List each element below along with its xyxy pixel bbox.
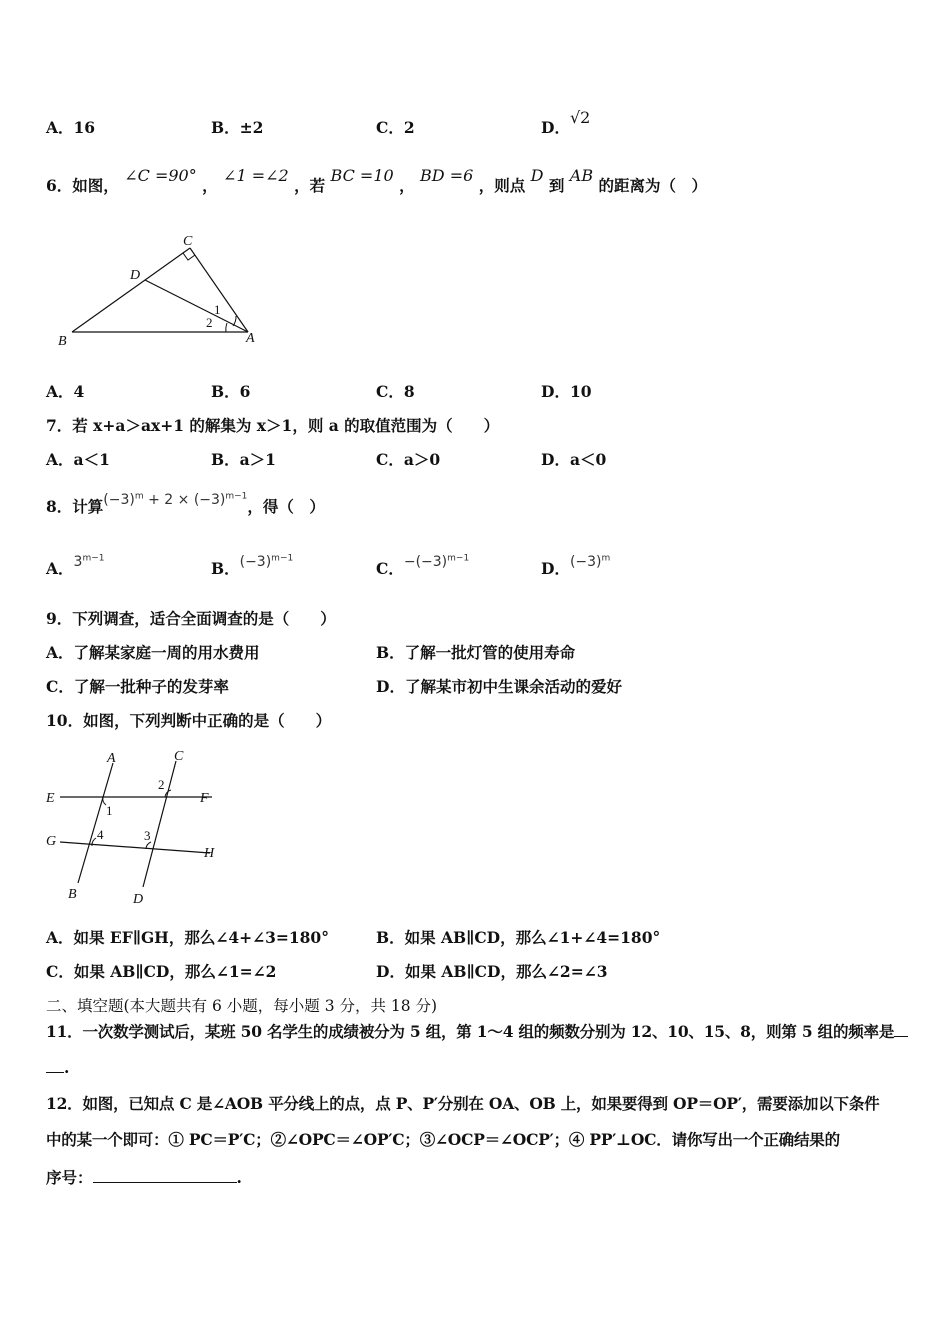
- q10-option-b: B．如果 AB∥CD，那么∠1+∠4=180°: [376, 928, 661, 947]
- q8-option-b: [211, 553, 294, 579]
- q8-option-a-base: 3: [73, 554, 83, 570]
- q6-label-1: 1: [214, 302, 221, 317]
- q9-option-c: C．了解一批种子的发芽率: [46, 677, 229, 696]
- q10-label-b: B: [68, 887, 77, 902]
- q6-label-2: 2: [206, 315, 213, 330]
- section2-title: 二、填空题(本大题共有 6 小题，每小题 3 分，共 18 分): [46, 997, 438, 1015]
- q9-option-b: B．了解一批灯管的使用寿命: [376, 643, 576, 662]
- q8-option-c-base: −(−3): [403, 554, 448, 570]
- q12-line1: 12．如图，已知点 C 是∠AOB 平分线上的点，点 P、P′分别在 OA、OB 上，如果要得到 OP＝OP′，需要添加以下条件: [46, 1094, 880, 1113]
- q6-option-a: A．4: [46, 382, 85, 401]
- q12-line3: [46, 1166, 242, 1188]
- q6-math-bd: BD =6: [420, 166, 474, 185]
- q10-label-4: 4: [97, 827, 104, 842]
- q10-stem: 10．如图，下列判断中正确的是（ ）: [46, 711, 332, 730]
- q6-math-bc: BC =10: [330, 166, 394, 185]
- q8-expr-exp1: m: [134, 491, 144, 502]
- q6-triangle-figure: [50, 228, 270, 353]
- q11-line2: [46, 1058, 69, 1077]
- q6-sep2: ，若: [294, 176, 326, 195]
- q6-stem: [46, 166, 707, 196]
- q6-option-c: C．8: [376, 382, 415, 401]
- q8-option-b-exp: m−1: [271, 553, 294, 564]
- q11-line2-end: .: [64, 1058, 70, 1077]
- q8-option-c-label: C．: [376, 559, 404, 578]
- q6-sep4: ，则点: [478, 176, 526, 195]
- q8-option-d: [541, 553, 611, 579]
- q5-option-b: B．±2: [211, 118, 264, 137]
- q6-sep3: ，: [399, 176, 415, 195]
- q10-label-f: F: [200, 791, 209, 806]
- q7-option-d: D．a＜0: [541, 450, 607, 469]
- q8-option-a-label: A．: [46, 559, 74, 578]
- q8-stem: [46, 491, 325, 517]
- q10-label-2: 2: [158, 777, 165, 792]
- q12-line3-end: .: [236, 1168, 242, 1187]
- q5-option-d-label: D．: [541, 118, 570, 137]
- q8-option-a-exp: m−1: [82, 553, 105, 564]
- q6-sep5: 到: [548, 176, 565, 195]
- q6-label-a: A: [246, 331, 255, 346]
- q8-option-c: [376, 553, 470, 579]
- q6-math-angle-c: ∠C =90°: [124, 166, 197, 185]
- q8-stem-suffix: ，得（ ）: [247, 497, 325, 516]
- q12-line3-prefix: 序号：: [46, 1168, 93, 1187]
- q10-option-c: C．如果 AB∥CD，那么∠1=∠2: [46, 962, 277, 981]
- q10-label-c: C: [174, 749, 184, 764]
- q5-option-c: C．2: [376, 118, 415, 137]
- q10-label-a: A: [107, 751, 116, 766]
- q7-option-a: A．a＜1: [46, 450, 110, 469]
- q10-option-a: A．如果 EF∥GH，那么∠4+∠3=180°: [46, 928, 329, 947]
- q8-option-d-label: D．: [541, 559, 570, 578]
- q12-answer-blank: [93, 1181, 237, 1183]
- q7-stem: 7．若 x+a＞ax+1 的解集为 x＞1，则 a 的取值范围为（ ）: [46, 416, 500, 435]
- q10-label-e: E: [46, 791, 55, 806]
- q6-stem-suffix: 的距离为（ ）: [598, 176, 707, 195]
- q7-option-c: C．a＞0: [376, 450, 441, 469]
- q8-option-b-base: (−3): [239, 554, 272, 570]
- q5-option-d: [541, 108, 591, 138]
- q7-option-b: B．a＞1: [211, 450, 276, 469]
- q6-math-angle-eq: ∠1 =∠2: [223, 166, 289, 185]
- q8-expr-base2: (−3): [193, 492, 226, 508]
- q6-math-ab: AB: [569, 166, 594, 185]
- q8-stem-prefix: 8．计算: [46, 497, 104, 516]
- q9-stem: 9．下列调查，适合全面调查的是（ ）: [46, 609, 336, 628]
- q5-option-a: A．16: [46, 118, 96, 137]
- q6-label-d: D: [130, 268, 141, 283]
- q10-label-h: H: [204, 846, 215, 861]
- q10-option-d: D．如果 AB∥CD，那么∠2=∠3: [376, 962, 608, 981]
- q6-label-c: C: [183, 234, 193, 249]
- q10-label-3: 3: [144, 828, 151, 843]
- q11-line1-text: 11．一次数学测试后，某班 50 名学生的成绩被分为 5 组，第 1～4 组的频数分别为 12、10、15、8，则第 5 组的频率是: [46, 1022, 895, 1041]
- q6-sep1: ，: [202, 176, 218, 195]
- q12-line2: 中的某一个即可：① PC＝P′C；②∠OPC＝∠OP′C；③∠OCP＝∠OCP′；④ PP′⊥OC．请你写出一个正确结果的: [46, 1130, 840, 1149]
- q8-option-d-exp: m: [601, 553, 611, 564]
- q8-option-b-label: B．: [211, 559, 240, 578]
- q8-expr-base1: (−3): [103, 492, 135, 508]
- q8-option-d-base: (−3): [569, 554, 602, 570]
- q11-answer-blank-cont: [46, 1071, 64, 1073]
- q8-option-c-exp: m−1: [447, 553, 470, 564]
- q6-option-d: D．10: [541, 382, 592, 401]
- q8-expression: [103, 492, 247, 508]
- q8-option-a: [46, 553, 105, 579]
- q6-stem-prefix: 6．如图，: [46, 176, 119, 195]
- q10-parallel-lines-figure: [40, 745, 230, 910]
- q8-expr-mid: + 2 ×: [143, 492, 194, 508]
- q9-option-a: A．了解某家庭一周的用水费用: [46, 643, 260, 662]
- q8-expr-exp2: m−1: [225, 491, 248, 502]
- q6-option-b: B．6: [211, 382, 251, 401]
- q5-option-d-math: √2: [569, 108, 591, 127]
- q6-label-b: B: [58, 334, 67, 349]
- q11-answer-blank: [894, 1035, 908, 1037]
- q10-label-d: D: [133, 892, 144, 907]
- q10-label-1: 1: [106, 803, 113, 818]
- q6-math-d: D: [530, 166, 544, 185]
- q9-option-d: D．了解某市初中生课余活动的爱好: [376, 677, 622, 696]
- q11-line1: [46, 1020, 908, 1042]
- q10-label-g: G: [46, 834, 57, 849]
